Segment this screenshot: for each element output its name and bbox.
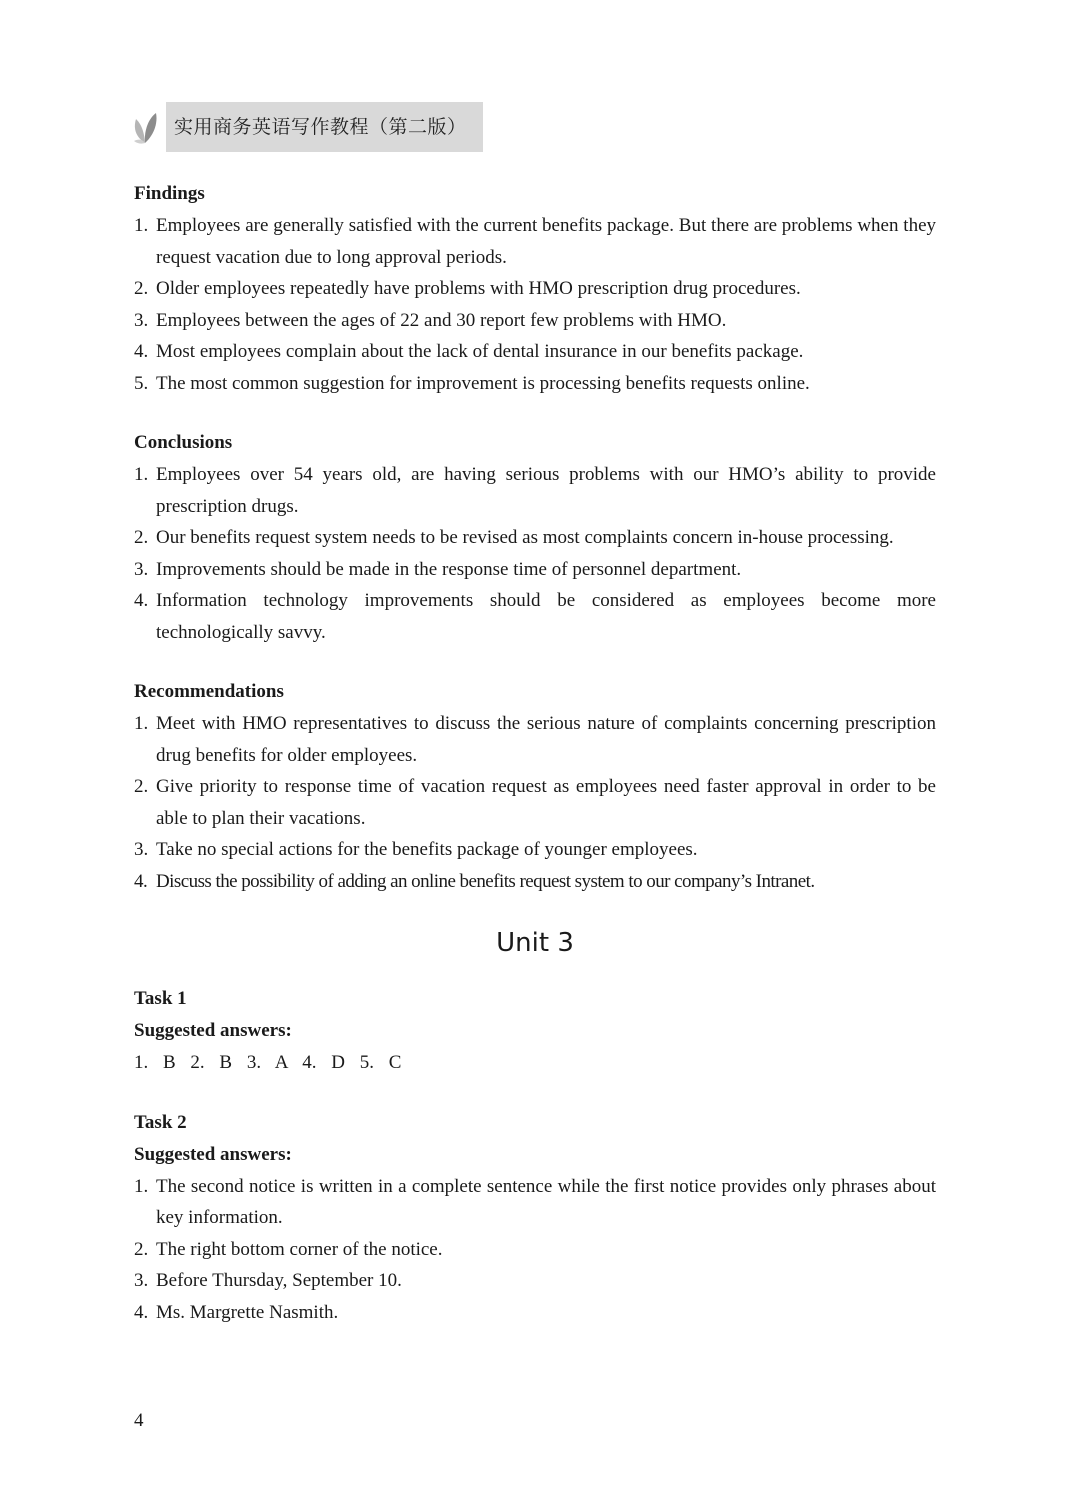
list-item: 1. Employees over 54 years old, are having serious problems with our HMO’s ability to provide prescription drugs. [134, 464, 936, 517]
page-number: 4 [134, 1410, 144, 1431]
list-item: 2. The right bottom corner of the notice. [134, 1238, 443, 1260]
list-item: 1. Meet with HMO representatives to discuss the serious nature of complaints concerning prescription drug benefits for older employees. [134, 713, 936, 766]
unit-title: Unit 3 [496, 928, 574, 958]
recommendations-section [134, 676, 936, 897]
leaf-icon [130, 109, 160, 145]
list-item: 2. Our benefits request system needs to be revised as most complaints concern in-house processing. [134, 527, 894, 548]
list-item: 4. Most employees complain about the lack of dental insurance in our benefits package. [134, 341, 804, 362]
list-item: 4. Ms. Margrette Nasmith. [134, 1301, 339, 1323]
list-item: 4. Discuss the possibility of adding an online benefits request system to our company’s Intranet. [134, 870, 815, 892]
book-title: 实用商务英语写作教程（第二版） [166, 102, 483, 152]
task2-section [134, 1107, 936, 1329]
list-item: 2. Give priority to response time of vacation request as employees need faster approval in order to be able to plan their vacations. [134, 776, 936, 829]
findings-heading: Findings [134, 183, 205, 204]
list-item: 3. Improvements should be made in the response time of personnel department. [134, 558, 742, 580]
recommendations-list [134, 708, 936, 897]
task2-heading: Task 2 [134, 1111, 187, 1133]
conclusions-section [134, 427, 936, 648]
task2-list [134, 1171, 936, 1329]
page-header [130, 102, 483, 152]
task1-section [134, 983, 936, 1079]
conclusions-list [134, 459, 936, 648]
list-item: 2. Older employees repeatedly have problems with HMO prescription drug procedures. [134, 278, 801, 299]
findings-list [134, 210, 936, 399]
list-item: 3. Take no special actions for the benefits package of younger employees. [134, 839, 698, 860]
list-item: 4. Information technology improvements should be considered as employees become more technologically savvy. [134, 590, 936, 643]
list-item: 1. Employees are generally satisfied with the current benefits package. But there are problems when they request vacation due to long approval periods. [134, 215, 936, 268]
list-item: 3. Before Thursday, September 10. [134, 1270, 402, 1291]
conclusions-heading: Conclusions [134, 432, 233, 453]
task1-heading: Task 1 [134, 988, 187, 1009]
list-item: 3. Employees between the ages of 22 and 30 report few problems with HMO. [134, 309, 727, 331]
task1-subheading: Suggested answers: [134, 1020, 292, 1041]
task2-subheading: Suggested answers: [134, 1143, 292, 1165]
recommendations-heading: Recommendations [134, 681, 284, 702]
list-item: 1. The second notice is written in a complete sentence while the first notice provides only phrases about key information. [134, 1175, 936, 1228]
findings-section [134, 178, 936, 399]
page-content [134, 178, 936, 1356]
task1-answers: 1. B 2. B 3. A 4. D 5. C [134, 1052, 402, 1073]
list-item: 5. The most common suggestion for improvement is processing benefits requests online. [134, 372, 810, 394]
